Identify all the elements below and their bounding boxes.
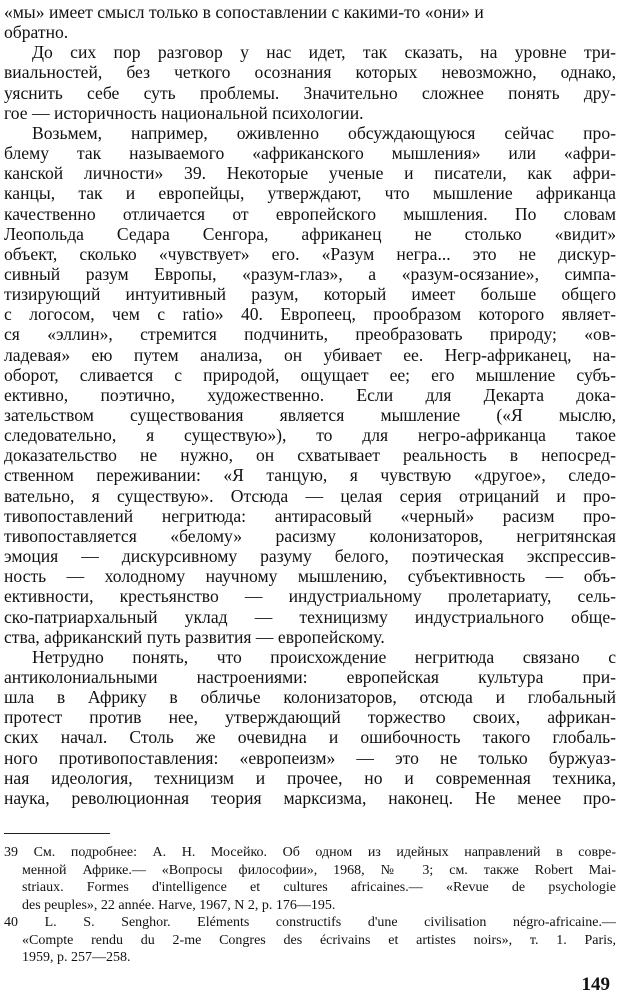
text-line: гое — историчность национальной психологии. bbox=[4, 102, 364, 123]
footnote-separator bbox=[4, 833, 110, 834]
text-line: следовательно, я существую»), то для негро-африканца такое bbox=[4, 425, 616, 446]
text-line: ства, африканский путь развития — европейскому. bbox=[4, 626, 385, 647]
text-line: ективности, крестьянство — индустриальному пролетариату, сель- bbox=[4, 586, 616, 607]
text-line: ективно, поэтично, художественно. Если для Декарта дока- bbox=[4, 384, 616, 405]
text-line: блему так называемого «африканского мышления» или «афри- bbox=[4, 143, 616, 164]
footnote-line: «Compte rendu du 2-me Congres des écrivains et artistes noirs», т. 1. Paris, bbox=[22, 932, 616, 948]
text-line: шла в Африку в обличье колонизаторов, отсюда и глобальный bbox=[4, 687, 616, 708]
text-line: канцы, так и европейцы, утверждают, что мышление африканца bbox=[4, 183, 616, 204]
text-line: оборот, сливается с природой, ощущает ее; его мышление субъ- bbox=[4, 364, 616, 385]
text-line: ная идеология, техницизм и прочее, но и современная техника, bbox=[4, 767, 616, 788]
text-line: уяснить себе суть проблемы. Значительно сложнее понять дру- bbox=[4, 82, 616, 103]
text-line: До сих пор разговор у нас идет, так сказать, на уровне три- bbox=[32, 42, 616, 63]
text-line: тивопоставляется «белому» расизму колонизаторов, негритянская bbox=[4, 525, 616, 546]
text-line: Возьмем, например, оживленно обсуждающуюся сейчас про- bbox=[32, 122, 616, 143]
text-line: ность — холодному научному мышлению, субъективность — объ- bbox=[4, 566, 616, 587]
text-line: ских начал. Столь же очевидна и ошибочность такого глобаль- bbox=[4, 727, 616, 748]
text-line: ственном переживании: «Я танцую, я чувствую «другое», следо- bbox=[4, 465, 616, 486]
text-line: с логосом, чем с ratio» 40. Европеец, прообразом которого являет- bbox=[4, 304, 616, 325]
text-line: объект, сколько «чувствует» его. «Разум негра... это не дискур- bbox=[4, 243, 616, 264]
text-line: качественно отличается от европейского мышления. По словам bbox=[4, 203, 616, 224]
footnote-line: менной Африке.— «Вопросы философии», 1968, № 3; см. также Robert Mai- bbox=[22, 862, 616, 878]
text-line: Нетрудно понять, что происхождение негритюда связано с bbox=[32, 646, 616, 667]
text-line: Леопольда Седара Сенгора, африканец не столько «видит» bbox=[4, 223, 616, 244]
text-line: протест против нее, утверждающий торжество своих, африкан- bbox=[4, 707, 616, 728]
text-line: эмоция — дискурсивному разуму белого, поэтическая экспрессив- bbox=[4, 546, 616, 567]
text-line: ного противопоставления: «европеизм» — это не только буржуаз- bbox=[4, 747, 616, 768]
text-line: канской личности» 39. Некоторые ученые и писатели, как афри- bbox=[4, 163, 616, 184]
text-line: ся «эллин», стремится подчинить, преобразовать природу; «ов- bbox=[4, 324, 616, 345]
text-line: обратно. bbox=[4, 22, 69, 43]
footnote-line: 39 См. подробнее: А. Н. Мосейко. Об одном из идейных направлений в совре- bbox=[4, 845, 616, 860]
text-line: ско-патриархальный уклад — техницизму индустриального обще- bbox=[4, 606, 616, 627]
footnote-line: des peuples», 22 année. Harve, 1967, N 2, p. 176—195. bbox=[22, 897, 336, 913]
footnote-line: striaux. Formes d'intelligence et cultures africaines.— «Revue de psychologie bbox=[22, 880, 616, 895]
text-line: антиколониальными настроениями: европейская культура при- bbox=[4, 666, 616, 687]
footnote-line: 40 L. S. Senghor. Eléments constructifs d'une civilisation négro-africaine.— bbox=[4, 915, 616, 930]
text-line: зательством существования является мышление («Я мыслю, bbox=[4, 405, 616, 425]
text-line: сивный разум Европы, «разум-глаз», а «разум-осязание», симпа- bbox=[4, 263, 616, 284]
page-number: 149 bbox=[581, 974, 610, 995]
text-line: вательно, я существую». Отсюда — целая серия отрицаний и про- bbox=[4, 485, 616, 506]
text-line: ладевая» ею путем анализа, он убивает ее. Негр-африканец, на- bbox=[4, 344, 616, 365]
text-line: тизирующий интуитивный разум, который имеет больше общего bbox=[4, 284, 616, 305]
text-line: виальностей, без четкого осознания которых невозможно, однако, bbox=[4, 62, 616, 83]
text-line: наука, революционная теория марксизма, наконец. Не менее про- bbox=[4, 787, 616, 808]
footnote-line: 1959, p. 257—258. bbox=[22, 950, 131, 965]
text-line: доказательство не нужно, он схватывает реальность в непосред- bbox=[4, 445, 616, 466]
text-line: «мы» имеет смысл только в сопоставлении с какими-то «они» и bbox=[4, 2, 484, 22]
text-line: тивопоставлений негритюда: антирасовый «черный» расизм про- bbox=[4, 505, 616, 526]
